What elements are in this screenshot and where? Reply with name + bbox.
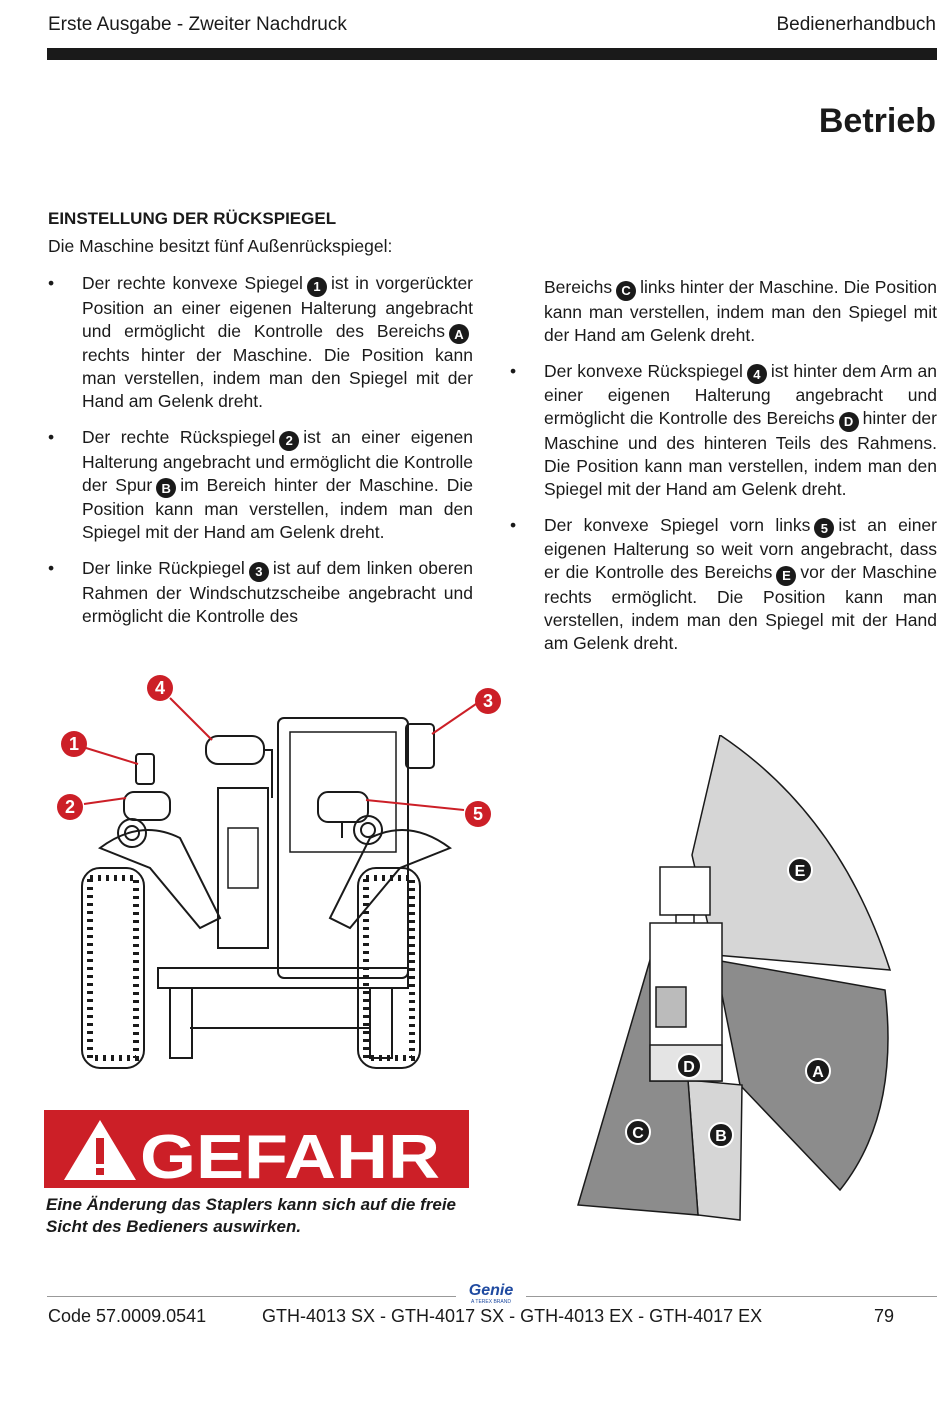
header-manual: Bedienerhandbuch [776, 14, 936, 35]
bullet-text: Der konvexe Spiegel vorn links [544, 514, 811, 535]
svg-text:Genie: Genie [468, 1282, 514, 1299]
bullet-text: links hinter der Maschine. Die Position kann man verstellen, indem man den Spiegel mit der Hand am Gelenk dreht. [544, 277, 937, 345]
bullet-text: ist auf dem linken oberen Rahmen der Windschutzscheibe angebracht und ermöglicht die Kontrolle des [82, 558, 473, 626]
svg-text:3: 3 [482, 691, 494, 711]
callout-2 [57, 794, 83, 820]
list-item [48, 272, 473, 413]
svg-text:A: A [812, 1064, 824, 1081]
bullet: • [48, 273, 55, 293]
area-c-marker: C [616, 281, 636, 301]
svg-text:1: 1 [68, 734, 80, 754]
bullet-text: ist in vorgerückter Position an einer eigenen Halterung angebracht und ermöglicht die Kontrolle des Bereichs [82, 273, 474, 341]
bullet-text: rechts hinter der Maschine. Die Position kann man verstellen, indem man den Spiegel mit der Hand am Gelenk dreht. [82, 345, 473, 411]
svg-text:C: C [632, 1125, 644, 1142]
list-item [510, 360, 937, 501]
warning-triangle-icon [64, 1120, 136, 1180]
zone-a-label [806, 1059, 830, 1083]
model-list: GTH-4013 SX - GTH-4017 SX - GTH-4013 EX - GTH-4017 EX [262, 1306, 763, 1326]
area-e-marker: E [776, 566, 796, 586]
zone-e-label [788, 858, 812, 882]
document-code: Code 57.0009.0541 [48, 1306, 207, 1326]
callout-3 [475, 688, 501, 714]
mirror-3 [406, 724, 434, 768]
bullet-text: Der konvexe Rückspiegel [544, 360, 743, 381]
header-edition: Erste Ausgabe - Zweiter Nachdruck [48, 14, 347, 35]
header-rule [47, 48, 937, 60]
zone-b-label [709, 1123, 733, 1147]
svg-text:5: 5 [472, 804, 484, 824]
text-column-right [510, 276, 937, 668]
bullet: • [510, 514, 517, 535]
danger-banner [44, 1110, 469, 1188]
machine-front-figure [40, 668, 510, 1088]
mirror-2-marker: 2 [279, 431, 299, 451]
mirror-5-marker: 5 [814, 518, 834, 538]
svg-text:E: E [794, 863, 806, 880]
bullet: • [510, 360, 517, 381]
bullet: • [48, 558, 55, 578]
bullet-text: vor der Maschine rechts ermöglicht. Die Position kann man verstellen, indem man den Spiegel mit der Hand am Gelenk dreht. [544, 562, 937, 653]
danger-message: Eine Änderung das Staplers kann sich auf die freie Sicht des Bedieners auswirken. [46, 1195, 457, 1236]
cab-outline [278, 718, 408, 978]
svg-text:A TEREX BRAND: A TEREX BRAND [471, 1299, 511, 1305]
bullet-text: hinter der Maschine und des hinteren Teils des Rahmens. Die Position kann man verstellen, indem man den Spiegel mit der Hand am Gelenk dreht. [544, 408, 937, 499]
bullet: • [48, 427, 55, 447]
list-item [510, 514, 937, 655]
danger-label: GEFAHR [140, 1123, 440, 1188]
intro-text: Die Maschine besitzt fünf Außenrückspiegel: [48, 236, 393, 256]
section-title: Betrieb [818, 102, 936, 140]
text-column-left [48, 272, 473, 641]
continued-text [544, 276, 937, 347]
svg-text:2: 2 [64, 797, 76, 817]
svg-text:D: D [683, 1059, 695, 1076]
callout-5 [465, 801, 491, 827]
mirror-4 [206, 736, 264, 764]
mirror-3-marker: 3 [249, 562, 269, 582]
bullet-text: Der rechte Rückspiegel [82, 427, 276, 447]
mirror-1 [136, 754, 154, 784]
section-heading: EINSTELLUNG DER RÜCKSPIEGEL [48, 209, 337, 228]
zone-d-label [677, 1054, 701, 1078]
svg-text:B: B [715, 1128, 727, 1145]
visibility-zones-figure [570, 735, 895, 1225]
list-item [48, 557, 473, 628]
bullet-text: im Bereich hinter der Maschine. Die Position kann man verstellen, indem man den Spiegel mit der Hand am Gelenk dreht. [82, 474, 473, 542]
callout-1 [61, 731, 87, 757]
area-a-marker: A [449, 324, 469, 344]
bullet-text: Der linke Rückpiegel [82, 558, 245, 578]
page-number: 79 [874, 1306, 895, 1326]
list-item [48, 426, 473, 544]
mirror-2 [124, 792, 170, 820]
zone-c-label [626, 1120, 650, 1144]
bullet-text: Der rechte konvexe Spiegel [82, 273, 303, 293]
mirror-4-marker: 4 [747, 364, 767, 384]
mirror-1-marker: 1 [307, 277, 327, 297]
bullet-text: Bereichs [544, 277, 613, 297]
bullet-text: ist an einer eigenen Halterung so weit vorn angebracht, dass er die Kontrolle des Bereichs [544, 514, 937, 582]
area-b-marker: B [156, 478, 176, 498]
bullet-text: ist an einer eigenen Halterung angebracht und ermöglicht die Kontrolle der Spur [82, 427, 473, 495]
svg-text:4: 4 [154, 678, 166, 698]
boom [218, 788, 268, 948]
area-d-marker: D [839, 412, 859, 432]
genie-logo [456, 1281, 526, 1305]
bullet-text: ist hinter dem Arm an einer eigenen Halterung angebracht und ermöglicht die Kontrolle des Bereichs [544, 360, 937, 428]
callout-4 [147, 675, 173, 701]
